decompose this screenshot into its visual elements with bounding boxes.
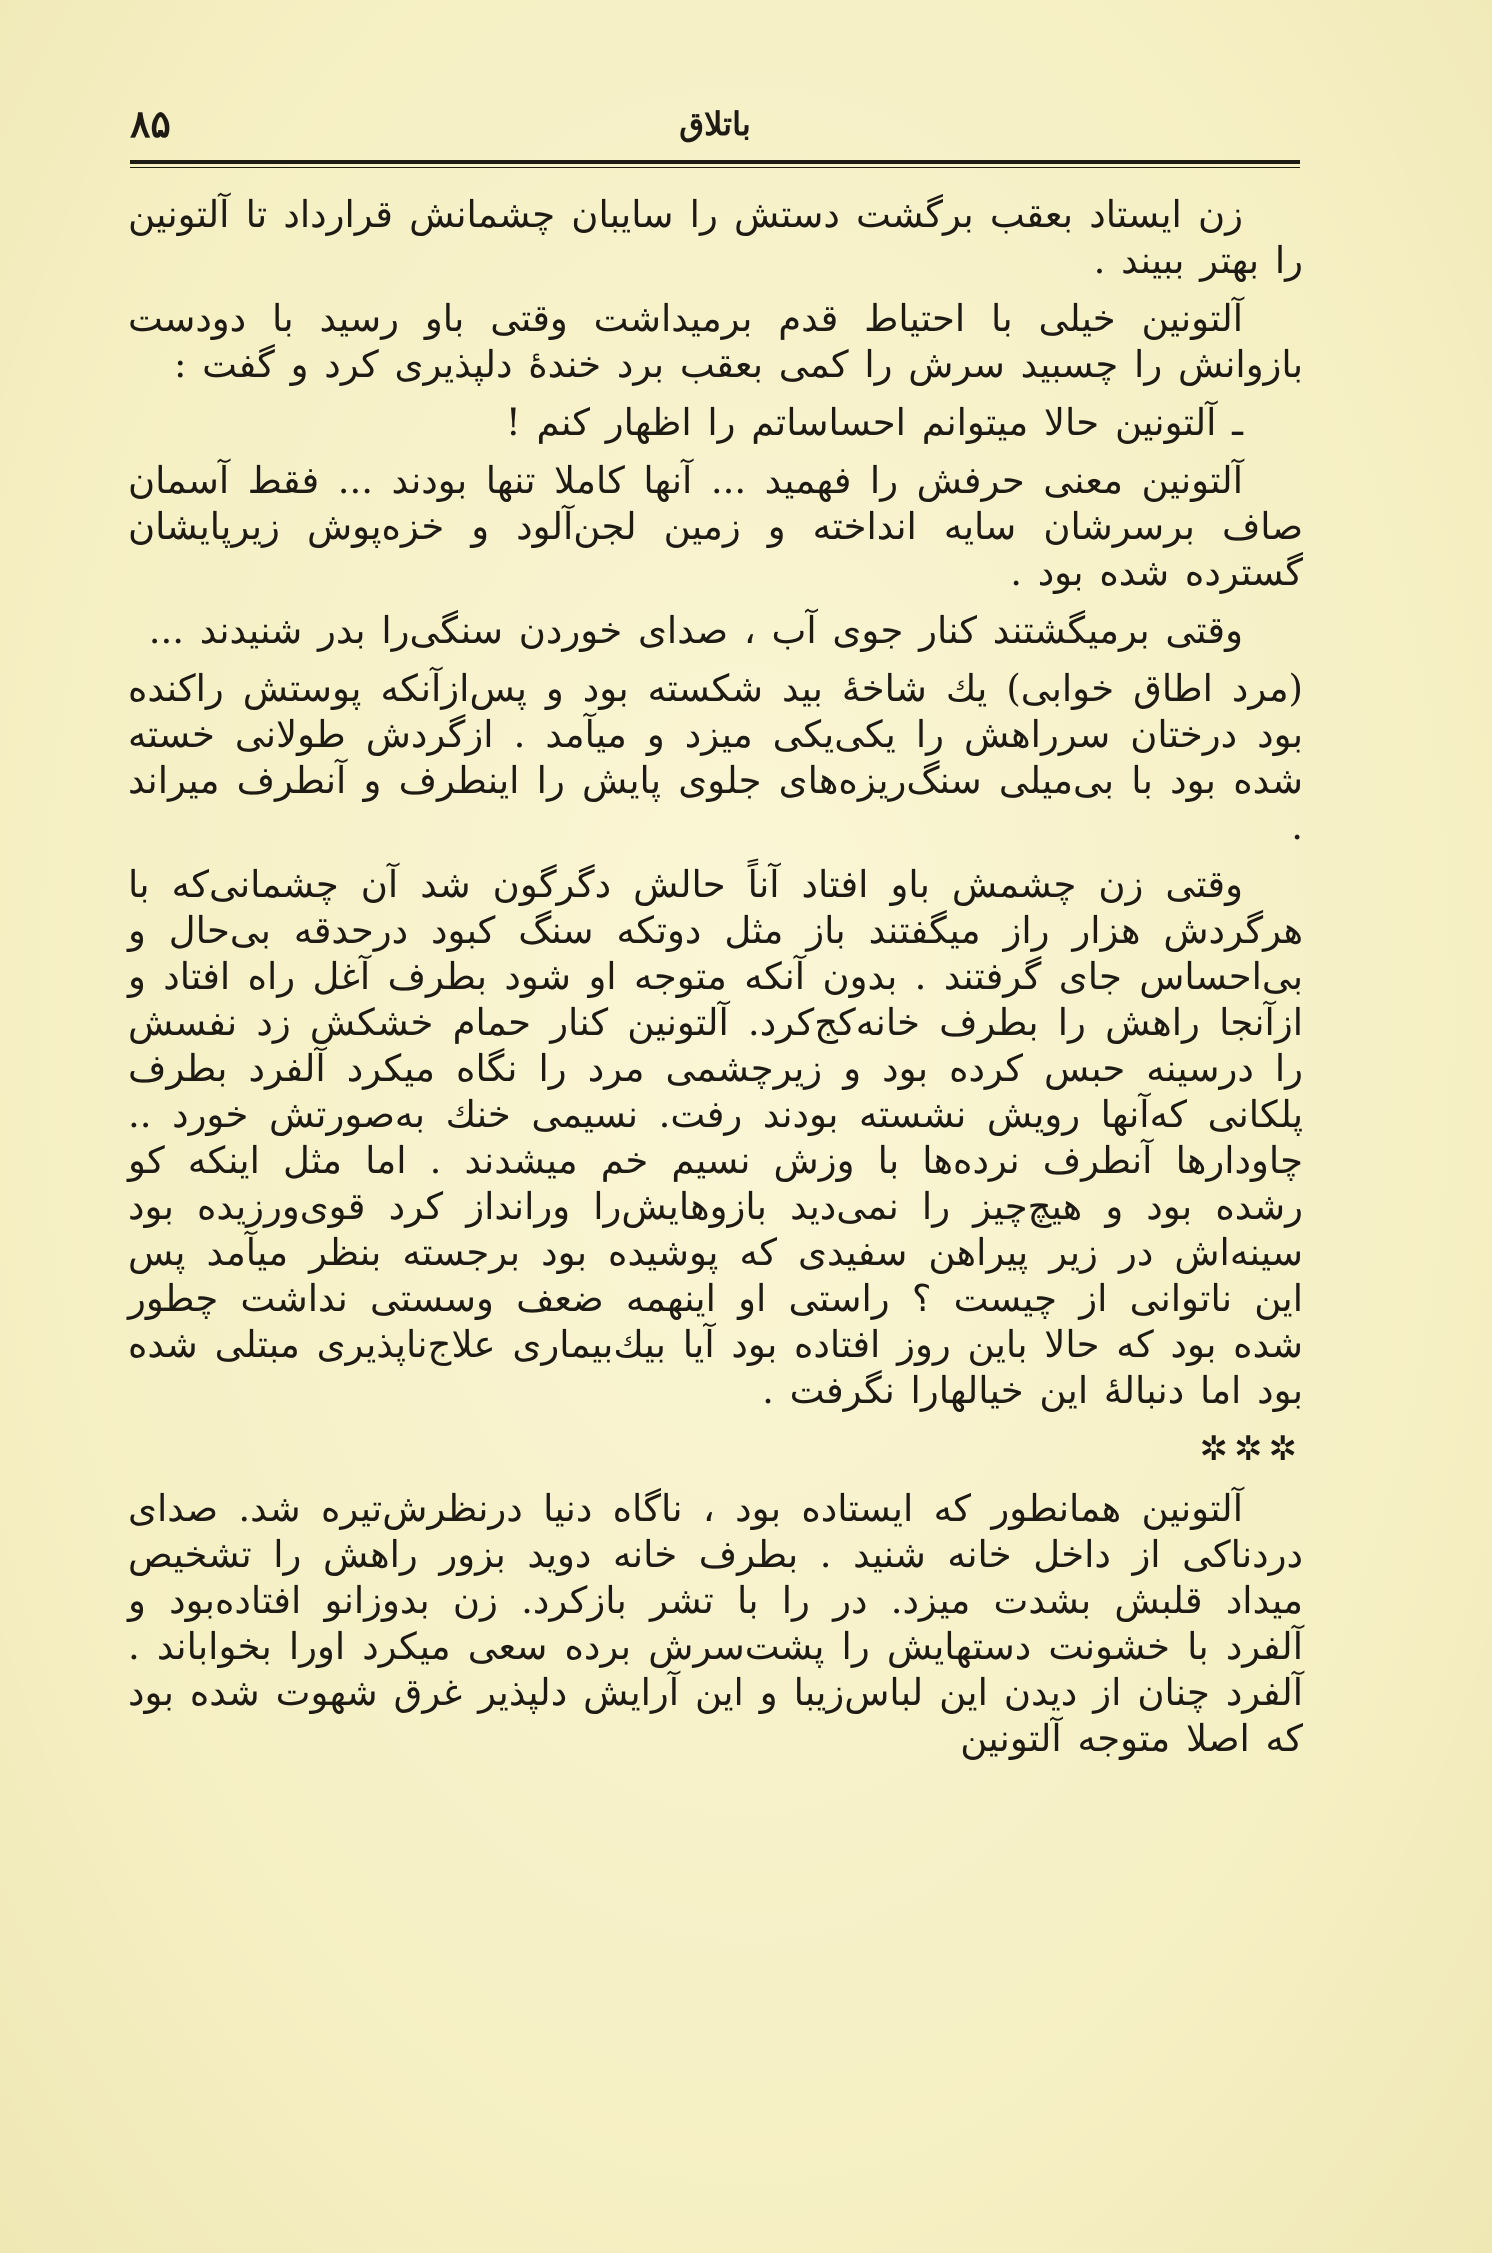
section-separator: ✲✲✲	[1199, 1429, 1303, 1469]
paragraph: (مرد اطاق خوابی) یك شاخهٔ بید شکسته بود و پس‌ازآنکه پوستش راکنده بود درختان سرراهش را یکی‌یکی میزد و میآمد . ازگردش طولانی خسته شده بود با بی‌میلی سنگ‌ریزه‌های جلوی پایش را اینطرف و آنطرف میراند .	[128, 667, 1303, 848]
paragraph: آلتونین همانطور که ایستاده بود ، ناگاه دنیا درنظرش‌تیره شد. صدای دردناکی از داخل خانه شنید . بطرف خانه دوید بزور راهش را تشخیص میداد قلبش بشدت میزد. در را با تشر بازکرد. زن بدوزانو افتاده‌بود و آلفرد با خشونت دستهایش را پشت‌سرش برده سعی میکرد اورا بخواباند . آلفرد چنان از دیدن این لباس‌زیبا و این آرایش دلپذیر غرق شهوت شده بود که اصلا متوجه آلتونین	[128, 1487, 1303, 1760]
paragraph: زن ایستاد بعقب برگشت دستش را سایبان چشمانش قرارداد تا آلتونین را بهتر ببیند .	[128, 193, 1303, 282]
body-text	[128, 192, 1303, 1774]
paragraph: ـ آلتونین حالا میتوانم احساساتم را اظهار کنم !	[505, 401, 1243, 444]
running-title: باتلاق	[679, 105, 751, 143]
header-rule-thin	[130, 167, 1300, 168]
header-rule	[130, 160, 1300, 168]
page-number: ۸۵	[130, 101, 171, 146]
paragraph: وقتی برمیگشتند کنار جوی آب ، صدای خوردن سنگی‌را بدر شنیدند ...	[148, 609, 1243, 652]
paragraph: آلتونین معنی حرفش را فهمید ... آنها کاملا تنها بودند ... فقط آسمان صاف برسرشان سایه انداخته و زمین لجن‌آلود و خزه‌پوش زیرپایشان گسترده شده بود .	[128, 459, 1303, 594]
page-header	[130, 95, 1300, 155]
paragraph: آلتونین خیلی با احتیاط قدم برمیداشت وقتی باو رسید با دودست بازوانش را چسبید سرش را کمی بعقب برد خندهٔ دلپذیری کرد و گفت :	[128, 297, 1303, 386]
paragraph: وقتی زن چشمش باو افتاد آناً حالش دگرگون شد آن چشمانی‌که با هرگردش هزار راز میگفتند باز مثل دوتکه سنگ کبود درحدقه بی‌حال و بی‌احساس جای گرفتند . بدون آنکه متوجه او شود بطرف آغل راه افتاد و ازآنجا راهش را بطرف خانه‌کج‌کرد. آلتونین کنار حمام خشکش زد نفسش را درسینه حبس کرده بود و زیرچشمی مرد را نگاه میکرد آلفرد بطرف پلکانی که‌آنها رویش نشسته بودند رفت. نسیمی خنك به‌صورتش خورد .. چاودارها آنطرف نرده‌ها با وزش نسیم خم میشدند . اما مثل اینکه کو رشده بود و هیچ‌چیز را نمی‌دید بازوهایش‌را ورانداز کرد قوی‌ورزیده بود سینه‌اش در زیر پیراهن سفیدی که پوشیده بود برجسته بنظر میآمد پس این ناتوانی از چیست ؟ راستی او اینهمه ضعف وسستی نداشت چطور شده بود که حالا باین روز افتاده بود آیا بیك‌بیماری علاج‌ناپذیری مبتلی شده بود اما دنبالهٔ این خیالهارا نگرفت .	[128, 863, 1303, 1412]
header-rule-thick	[130, 160, 1300, 164]
